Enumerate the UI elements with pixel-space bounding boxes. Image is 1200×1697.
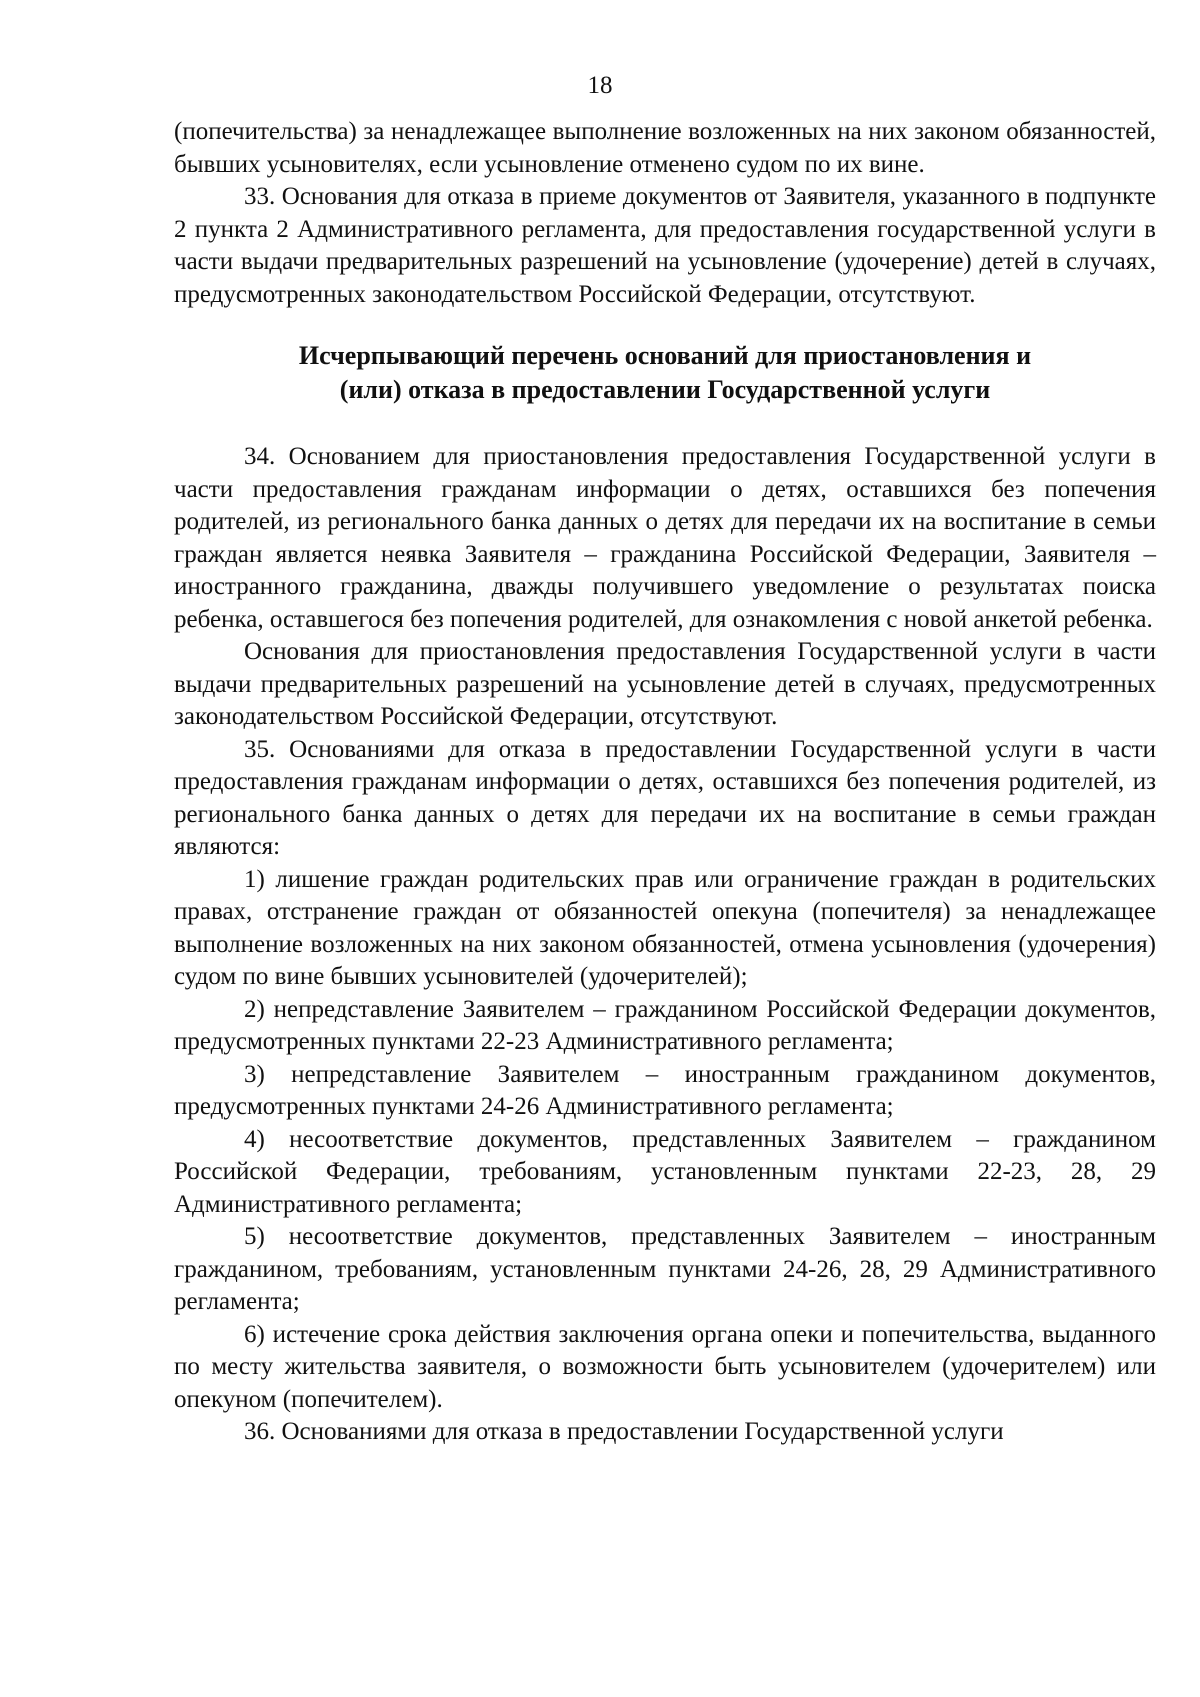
list-item-5: 5) несоответствие документов, представленных Заявителем – иностранным гражданином, требованиям, установленным пунктами 24-26, 28, 29 Административного регламента; (174, 1223, 1156, 1315)
paragraph-36: 36. Основаниями для отказа в предоставлении Государственной услуги (244, 1418, 1004, 1445)
section-heading-line-2: (или) отказа в предоставлении Государственной услуги (339, 375, 991, 404)
list-item-2: 2) непредставление Заявителем – гражданином Российской Федерации документов, предусмотренных пунктами 22-23 Административного регламента; (174, 995, 1156, 1055)
paragraph-34-suspension-grounds: Основания для приостановления предоставления Государственной услуги в части выдачи предварительных разрешений на усыновление детей в случаях, предусмотренных законодательством Российской Федерации, отсутствуют. (174, 638, 1156, 730)
list-item-3: 3) непредставление Заявителем – иностранным гражданином документов, предусмотренных пунктами 24-26 Административного регламента; (174, 1060, 1156, 1120)
list-item-1: 1) лишение граждан родительских прав или ограничение граждан в родительских правах, отстранение граждан от обязанностей опекуна (попечителя) за ненадлежащее выполнение возложенных на них законом обязанностей, отмена усыновления (удочерения) судом по вине бывших усыновителей (удочерителей); (174, 865, 1156, 990)
paragraph-33: 33. Основания для отказа в приеме документов от Заявителя, указанного в подпункте 2 пункта 2 Административного регламента, для предоставления государственной услуги в части выдачи предварительных разрешений на усыновление (удочерение) детей в случаях, предусмотренных законодательством Российской Федерации, отсутствуют. (174, 183, 1156, 308)
document-body (174, 116, 1156, 1449)
paragraph-continuation: (попечительства) за ненадлежащее выполнение возложенных на них законом обязанностей, бывших усыновителях, если усыновление отменено судом по их вине. (174, 118, 1156, 178)
page-number: 18 (587, 72, 613, 99)
section-heading (174, 339, 1156, 407)
list-item-4: 4) несоответствие документов, представленных Заявителем – гражданином Российской Федерации, требованиям, установленным пунктами 22-23, 28, 29 Административного регламента; (174, 1125, 1156, 1218)
paragraph-34: 34. Основанием для приостановления предоставления Государственной услуги в части предоставления гражданам информации о детях, оставшихся без попечения родителей, из регионального банка данных о детях для передачи их на воспитание в семьи граждан является неявка Заявителя – гражданина Российской Федерации, Заявителя – иностранного гражданина, дважды получившего уведомление о результатах поиска ребенка, оставшегося без попечения родителей, для ознакомления с новой анкетой ребенка. (174, 443, 1156, 633)
list-item-6: 6) истечение срока действия заключения органа опеки и попечительства, выданного по месту жительства заявителя, о возможности быть усыновителем (удочерителем) или опекуном (попечителем). (174, 1320, 1156, 1413)
section-heading-line-1: Исчерпывающий перечень оснований для приостановления и (298, 341, 1032, 370)
paragraph-35: 35. Основаниями для отказа в предоставлении Государственной услуги в части предоставления гражданам информации о детях, оставшихся без попечения родителей, из регионального банка данных о детях для передачи их на воспитание в семьи граждан являются: (174, 735, 1156, 860)
